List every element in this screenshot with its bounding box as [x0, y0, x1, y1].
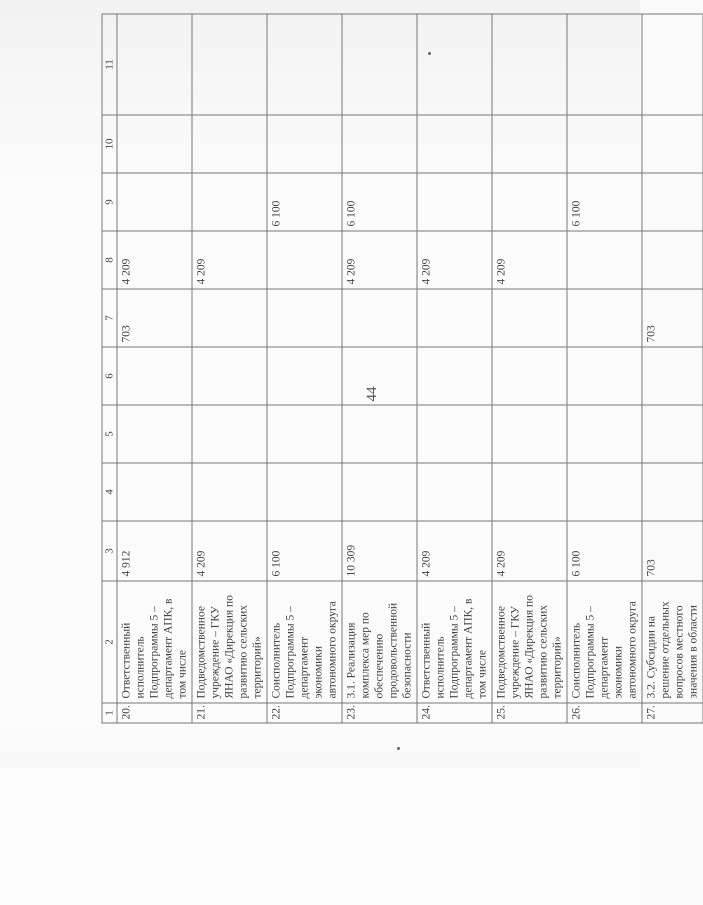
value-cell-col-6	[267, 347, 342, 405]
value-cell-col-4	[192, 463, 267, 521]
value-cell-col-10	[117, 115, 192, 173]
value-cell-col-10	[567, 115, 642, 173]
scan-speck	[428, 52, 431, 55]
value-cell-col-6	[642, 347, 703, 405]
value-cell-col-3: 4 209	[492, 521, 567, 581]
value-cell-col-5	[567, 405, 642, 463]
value-cell-col-4	[642, 463, 703, 521]
value-cell-col-7: 703	[642, 289, 703, 347]
value-cell-col-6	[417, 347, 492, 405]
value-cell-col-8: 4 209	[417, 231, 492, 289]
value-cell-col-6	[492, 347, 567, 405]
value-cell-col-9: 6 100	[342, 173, 417, 231]
table-row	[342, 14, 417, 723]
value-cell-col-3: 4 912	[117, 521, 192, 581]
value-cell-col-10	[492, 115, 567, 173]
column-header-7: 7	[102, 289, 117, 347]
row-description-cell: Подведомственное учреждение – ГКУ ЯНАО «Дирекция по развитию сельских территорий»	[492, 581, 567, 703]
value-cell-col-8	[642, 231, 703, 289]
value-cell-col-6	[567, 347, 642, 405]
value-cell-col-5	[267, 405, 342, 463]
value-cell-col-9	[192, 173, 267, 231]
value-cell-col-11	[117, 14, 192, 115]
value-cell-col-11	[417, 14, 492, 115]
value-cell-col-5	[642, 405, 703, 463]
table-row	[192, 14, 267, 723]
value-cell-col-5	[117, 405, 192, 463]
scan-speck	[397, 747, 400, 750]
budget-table	[101, 13, 703, 723]
value-cell-col-3: 10 309	[342, 521, 417, 581]
table-row	[642, 14, 703, 723]
value-cell-col-7	[267, 289, 342, 347]
value-cell-col-3: 6 100	[267, 521, 342, 581]
value-cell-col-7	[342, 289, 417, 347]
value-cell-col-5	[417, 405, 492, 463]
table-header-row	[102, 14, 117, 723]
value-cell-col-11	[267, 14, 342, 115]
row-number-cell: 27.	[642, 703, 703, 723]
table-body	[117, 14, 703, 723]
value-cell-col-4	[567, 463, 642, 521]
table-row	[417, 14, 492, 723]
column-header-3: 3	[102, 521, 117, 581]
value-cell-col-8: 4 209	[192, 231, 267, 289]
value-cell-col-8: 4 209	[492, 231, 567, 289]
value-cell-col-10	[267, 115, 342, 173]
table-row	[492, 14, 567, 723]
value-cell-col-7	[492, 289, 567, 347]
value-cell-col-3: 4 209	[417, 521, 492, 581]
column-header-1: 1	[102, 703, 117, 723]
column-header-4: 4	[102, 463, 117, 521]
value-cell-col-5	[492, 405, 567, 463]
row-description-cell: 3.1. Реализация комплекса мер по обеспечению продовольственной безопасности	[342, 581, 417, 703]
value-cell-col-4	[267, 463, 342, 521]
value-cell-col-7	[567, 289, 642, 347]
row-description-cell: 3.2. Субсидии на решение отдельных вопросов местного значения в области	[642, 581, 703, 703]
value-cell-col-8	[267, 231, 342, 289]
value-cell-col-6	[117, 347, 192, 405]
value-cell-col-10	[192, 115, 267, 173]
row-description-cell: Соисполнитель Подпрограммы 5 – департамент экономики автономного округа	[567, 581, 642, 703]
column-header-9: 9	[102, 173, 117, 231]
value-cell-col-8: 4 209	[117, 231, 192, 289]
value-cell-col-4	[117, 463, 192, 521]
value-cell-col-4	[417, 463, 492, 521]
row-number-cell: 20.	[117, 703, 192, 723]
table-row	[117, 14, 192, 723]
row-description-cell: Ответственный исполнитель Подпрограммы 5 – департамент АПК, в том числе	[417, 581, 492, 703]
value-cell-col-4	[492, 463, 567, 521]
row-number-cell: 24.	[417, 703, 492, 723]
value-cell-col-9: 6 100	[567, 173, 642, 231]
value-cell-col-8: 4 209	[342, 231, 417, 289]
value-cell-col-11	[192, 14, 267, 115]
value-cell-col-3: 6 100	[567, 521, 642, 581]
column-header-11: 11	[102, 14, 117, 115]
value-cell-col-4	[342, 463, 417, 521]
value-cell-col-11	[567, 14, 642, 115]
column-header-10: 10	[102, 115, 117, 173]
page-lower-margin	[0, 768, 640, 905]
rotated-table-container	[101, 14, 699, 723]
row-description-cell: Соисполнитель Подпрограммы 5 – департамент экономики автономного округа	[267, 581, 342, 703]
row-number-cell: 22.	[267, 703, 342, 723]
value-cell-col-3: 4 209	[192, 521, 267, 581]
value-cell-col-11	[492, 14, 567, 115]
value-cell-col-8	[567, 231, 642, 289]
value-cell-col-6	[192, 347, 267, 405]
value-cell-col-7	[192, 289, 267, 347]
column-header-8: 8	[102, 231, 117, 289]
value-cell-col-10	[642, 115, 703, 173]
value-cell-col-11	[342, 14, 417, 115]
row-number-cell: 25.	[492, 703, 567, 723]
table-row	[567, 14, 642, 723]
value-cell-col-7	[417, 289, 492, 347]
row-description-cell: Подведомственное учреждение – ГКУ ЯНАО «Дирекция по развитию сельских территорий»	[192, 581, 267, 703]
value-cell-col-7: 703	[117, 289, 192, 347]
page-number: 44	[364, 386, 380, 402]
value-cell-col-5	[342, 405, 417, 463]
value-cell-col-9	[492, 173, 567, 231]
value-cell-col-6	[342, 347, 417, 405]
value-cell-col-10	[417, 115, 492, 173]
row-number-cell: 23.	[342, 703, 417, 723]
row-description-cell: Ответственный исполнитель Подпрограммы 5 – департамент АПК, в том числе	[117, 581, 192, 703]
value-cell-col-10	[342, 115, 417, 173]
value-cell-col-9	[417, 173, 492, 231]
value-cell-col-9: 6 100	[267, 173, 342, 231]
value-cell-col-3: 703	[642, 521, 703, 581]
row-number-cell: 26.	[567, 703, 642, 723]
value-cell-col-11	[642, 14, 703, 115]
column-header-6: 6	[102, 347, 117, 405]
value-cell-col-5	[192, 405, 267, 463]
table-row	[267, 14, 342, 723]
value-cell-col-9	[642, 173, 703, 231]
column-header-2: 2	[102, 581, 117, 703]
column-header-5: 5	[102, 405, 117, 463]
value-cell-col-9	[117, 173, 192, 231]
row-number-cell: 21.	[192, 703, 267, 723]
